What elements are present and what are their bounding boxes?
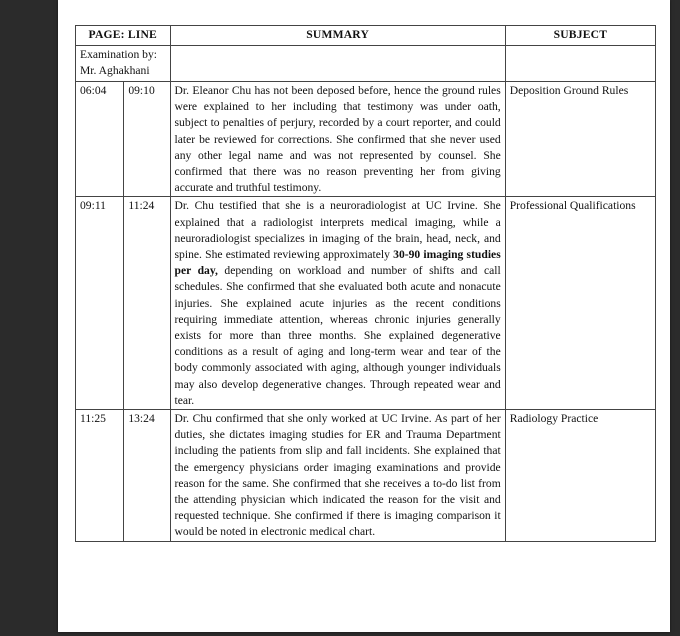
summary-text-part1: Dr. Chu testified that she is a neuroradiologist at UC Irvine. She explained that a radiologist interprets medical imaging, while a neuroradiologist specializes in imaging of the brain, head, neck, and spine. She estimated reviewing approximately [174,199,501,262]
examination-subject-empty [505,46,655,82]
examination-cell [76,46,171,82]
row-line: 09:10 [124,82,170,197]
deposition-summary-table [75,25,656,542]
viewer-background [0,0,58,636]
row-page: 06:04 [76,82,124,197]
summary-text-part2: depending on workload and number of shifts and call schedules. She confirmed that she evaluated both acute and nonacute injuries. She explained acute injuries as the recent conditions requiring immediate attention, whereas chronic injuries generally exists for more than three months. She explained degenerative conditions as a result of aging and long-term wear and tear of the body commonly associated with aging, although younger individuals may also develop degenerative changes. Through repeated wear and tear. [174,264,501,407]
row-page: 11:25 [76,410,124,542]
table-row [76,410,656,542]
row-summary [170,197,505,410]
document-page [58,0,670,632]
summary-bold-highlight: 30-90 imaging studies per day, [174,248,501,278]
row-subject: Professional Qualifications [505,197,655,410]
row-summary: Dr. Eleanor Chu has not been deposed before, hence the ground rules were explained to her including that testimony was under oath, subject to penalties of perjury, recorded by a court reporter, and could later be reviewed for corrections. She confirmed that she never used any other legal name and was not represented by counsel. She confirmed that there was no reason preventing her from giving accurate and truthful testimony. [170,82,505,197]
examiner-name: Mr. Aghakhani [80,64,150,78]
header-summary: SUMMARY [170,26,505,46]
examination-label: Examination by: [80,48,157,61]
row-page: 09:11 [76,197,124,410]
header-page-line: PAGE: LINE [76,26,171,46]
header-subject: SUBJECT [505,26,655,46]
examination-row [76,46,656,82]
row-line: 13:24 [124,410,170,542]
header-row [76,26,656,46]
examination-summary-empty [170,46,505,82]
row-line: 11:24 [124,197,170,410]
table-row [76,82,656,197]
row-summary: Dr. Chu confirmed that she only worked at UC Irvine. As part of her duties, she dictates imaging studies for ER and Trauma Department including the patients from slip and fall incidents. She explained that the emergency physicians order imaging examinations and provide reason for the same. She confirmed that she receives a to-do list from the attending physician which indicated the reason for the visit and requested technique. She confirmed if there is imaging comparison it would be noted in electronic medical chart. [170,410,505,542]
row-subject: Deposition Ground Rules [505,82,655,197]
row-subject: Radiology Practice [505,410,655,542]
table-row [76,197,656,410]
